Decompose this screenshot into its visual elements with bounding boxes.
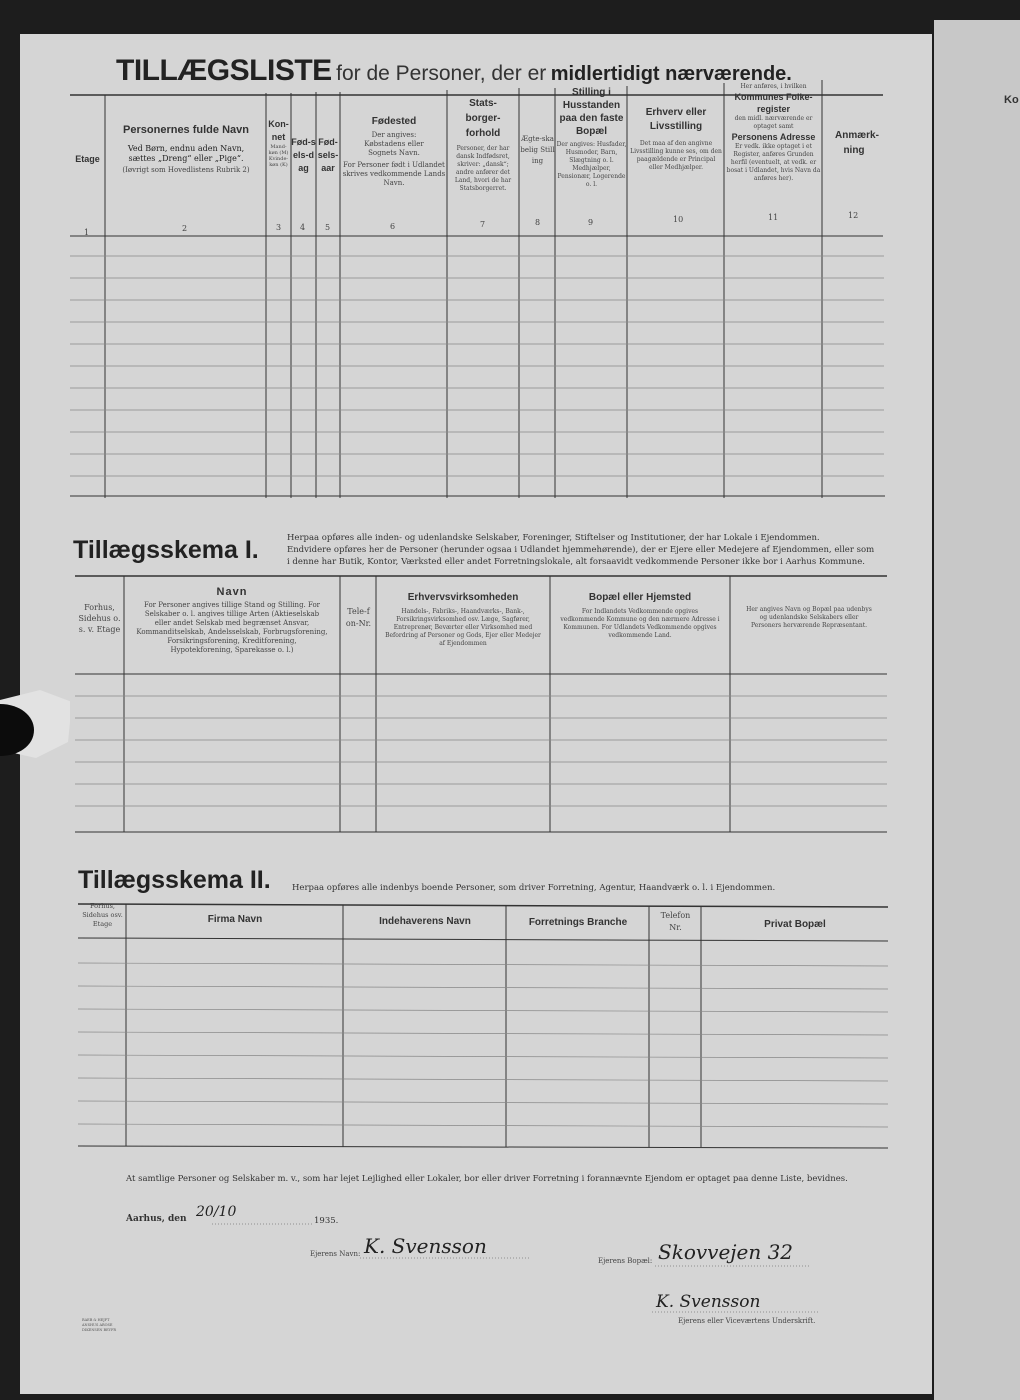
s1-title: Tillægsskema I. — [73, 536, 259, 564]
footer-year: 1935. — [314, 1216, 339, 1226]
t1-col9-title: Stilling i Husstanden paa den faste Bopæl — [559, 87, 624, 137]
owner-address-handwritten: Skovvejen 32 — [658, 1240, 794, 1264]
t1-col11-title: Kommunes Folke-register — [734, 92, 813, 114]
t1-col11-pre: Her anføres, i hvilken — [740, 83, 807, 90]
s1-col6-sub: Her angives Navn og Bopæl paa udenbys og udenlandske Selskabers eller Personers herværende Repræsentant. — [746, 606, 872, 629]
t1-col3-head — [266, 118, 291, 168]
t1-col9-head — [556, 86, 627, 189]
signature-handwritten: K. Svensson — [656, 1292, 761, 1312]
t1-col3-title: Kon-net — [268, 119, 289, 142]
s2-col5-head: Telefon Nr. — [660, 911, 691, 932]
t1-col7-sub: Personer, der har dansk Indfødsret, skriver: „dansk“; andre anfører det Land, hvori de har Statsborgerret. — [454, 145, 512, 192]
s1-col4-head — [377, 592, 549, 648]
t1-col10-head — [628, 106, 724, 172]
s1-col5-head — [551, 592, 729, 640]
t1-col11-sub2: Er vedk. ikke optaget i et Register, anføres Grunden herfil (eventuelt, at vedk. er bosat i Udlandet, hvis Navn da anføres her). — [726, 143, 821, 182]
s1-col5-title: Bopæl eller Hjemsted — [588, 592, 692, 603]
t1-col6-title: Fødested — [371, 116, 417, 127]
t1-col10-sub: Det maa af den angivne Livsstilling kunne ses, om den paagældende er Principal eller Medhjælper. — [630, 140, 722, 171]
t1-colnum-9: 9 — [588, 218, 594, 227]
s1-col1-head: Forhus, Sidehus o. s. v. Etage — [78, 603, 121, 634]
t1-colnum-10: 10 — [673, 215, 684, 224]
s1-col4-sub: Handels-, Fabriks-, Haandværks-, Bank-, Forsikringsvirksomhed osv. Læge, Sagfører, Entreprenør, Beværter eller Virksomhed med Befordring af Personer og Gods, Ejer eller Medejer af Ejendommen — [385, 608, 541, 647]
s1-col6-head — [732, 606, 886, 630]
t1-col5-head: Fød-sels-aar — [317, 137, 339, 173]
main-title-rest: for de Personer, der er — [336, 62, 547, 85]
s1-col5-sub: For Indlandets Vedkommende opgives vedkommende Kommune og den nærmere Adresse i Kommunen. For Udlandets Vedkommende opgives vedkommende Land. — [560, 608, 720, 639]
s2-col6-head: Privat Bopæl — [764, 919, 826, 930]
t1-colnum-6: 6 — [390, 222, 396, 231]
t1-col2-sub2: (Iøvrigt som Hovedlistens Rubrik 2) — [122, 166, 250, 174]
t1-col10-title: Erhverv eller Livsstilling — [645, 107, 707, 132]
s2-col4-head: Forretnings Branche — [528, 917, 628, 928]
binder-clip-image — [0, 690, 70, 770]
t1-col6-sub2: For Personer født i Udlandet skrives vedkommende Lands Navn. — [342, 161, 446, 187]
s1-col4-title: Erhvervsvirksomheden — [407, 592, 519, 603]
main-title-bold: midlertidigt nærværende. — [550, 63, 792, 85]
t1-col2-title: Personernes fulde Navn — [123, 124, 249, 136]
s1-col2-head — [126, 586, 338, 655]
t1-colnum-2: 2 — [182, 224, 188, 233]
footer-city-date: Aarhus, den — [126, 1214, 187, 1224]
t1-col11-title2: Personens Adresse — [731, 132, 816, 142]
s1-intro-2: Endvidere opføres her de Personer (herunder ogsaa i Udlandet hjemmehørende), der er Ejere eller Medejere af Ejendommen, eller som — [287, 545, 875, 555]
t1-colnum-1: 1 — [84, 228, 90, 237]
printer-mark: RAEB & HEJFT ANSHUS AROSE DIKENSEN BEYFR — [82, 1318, 117, 1332]
s2-intro: Herpaa opføres alle indenbys boende Personer, som driver Forretning, Agentur, Haandværk o. l. i Ejendommen. — [292, 883, 776, 893]
footer-statement: At samtlige Personer og Selskaber m. v., som har lejet Lejlighed eller Lokaler, bor eller driver Forretning i forannævnte Ejendom er optaget paa denne Liste, bevidnes. — [126, 1174, 848, 1184]
t1-col2-sub: Ved Børn, endnu aden Navn, sættes „Dreng“ eller „Pige“. — [127, 144, 245, 163]
footer-date-handwritten: 20/10 — [196, 1204, 237, 1220]
t1-col6-head — [342, 116, 446, 188]
t1-colnum-7: 7 — [480, 220, 486, 229]
t1-colnum-8: 8 — [535, 218, 541, 227]
owner-name-handwritten: K. Svensson — [364, 1234, 487, 1258]
s1-intro-1: Herpaa opføres alle inden- og udenlandske Selskaber, Foreninger, Stiftelser og Institutioner, der har Lokale i Ejendommen. — [287, 533, 820, 543]
s2-col2-head: Firma Navn — [207, 914, 263, 925]
t1-col11-head — [725, 83, 822, 183]
s2-title: Tillægsskema II. — [78, 866, 271, 894]
t1-col7-head — [448, 96, 518, 193]
t1-colnum-11: 11 — [768, 213, 779, 222]
owner-name-label: Ejerens Navn: — [310, 1250, 361, 1258]
t1-col12-head: Anmærk-ning — [835, 130, 879, 156]
main-title-big: TILLÆGSLISTE — [116, 54, 332, 87]
t1-colnum-5: 5 — [325, 223, 331, 232]
t1-col1-head: Etage — [75, 154, 100, 164]
t1-col9-sub: Der angives: Husfader, Husmoder, Barn, Slægtning o. l. Medhjælper, Pensionær, Logerende o. l. — [556, 141, 627, 188]
t1-col11-sub: den midl. nærværende er optaget samt — [734, 115, 813, 130]
owner-address-label: Ejerens Bopæl: — [598, 1257, 653, 1265]
s2-col3-head: Indehaverens Navn — [379, 916, 471, 927]
t1-colnum-3: 3 — [276, 223, 282, 232]
main-title — [116, 54, 792, 88]
t1-colnum-12: 12 — [848, 211, 859, 220]
t1-col8-head: Ægte-skabelig Stilling — [520, 135, 555, 165]
s1-col3-head: Tele-fon-Nr. — [345, 607, 372, 628]
s1-intro — [287, 532, 897, 568]
s2-col1-head: Forhus, Sidehus osv. Etage — [82, 902, 123, 928]
s1-col2-title: Navn — [216, 586, 248, 598]
next-page-text: Ko — [1004, 94, 1019, 106]
s1-intro-3: i denne har Butik, Kontor, Værksted eller andet Forretningslokale, alt forsaavidt vedkommende Personer ikke bor i Aarhus Kommune. — [287, 557, 865, 567]
signature-label: Ejerens eller Viceværtens Underskrift. — [678, 1317, 816, 1325]
t1-colnum-4: 4 — [300, 223, 306, 232]
t1-col7-title: Stats-borger-forhold — [465, 98, 501, 139]
t1-col4-head: Fød-sels-dag — [291, 137, 316, 173]
t1-col2-head — [106, 124, 266, 175]
s1-col2-sub: For Personer angives tillige Stand og Stilling. For Selskaber o. l. angives tillige Arten (Aktieselskab eller andet Selskab med begrænset Ansvar, Kommanditselskab, Andelsselskab, Forbrugsforening, Forsikringsforening, Kreditforening, Hypotekforening, Sparekasse o. l.) — [136, 601, 328, 654]
t1-col3-sub: Mand-køn (M) Kvinde-køn (K) — [268, 144, 289, 168]
t1-col6-sub: Der angives: Købstadens eller Sognets Navn. — [364, 131, 424, 157]
